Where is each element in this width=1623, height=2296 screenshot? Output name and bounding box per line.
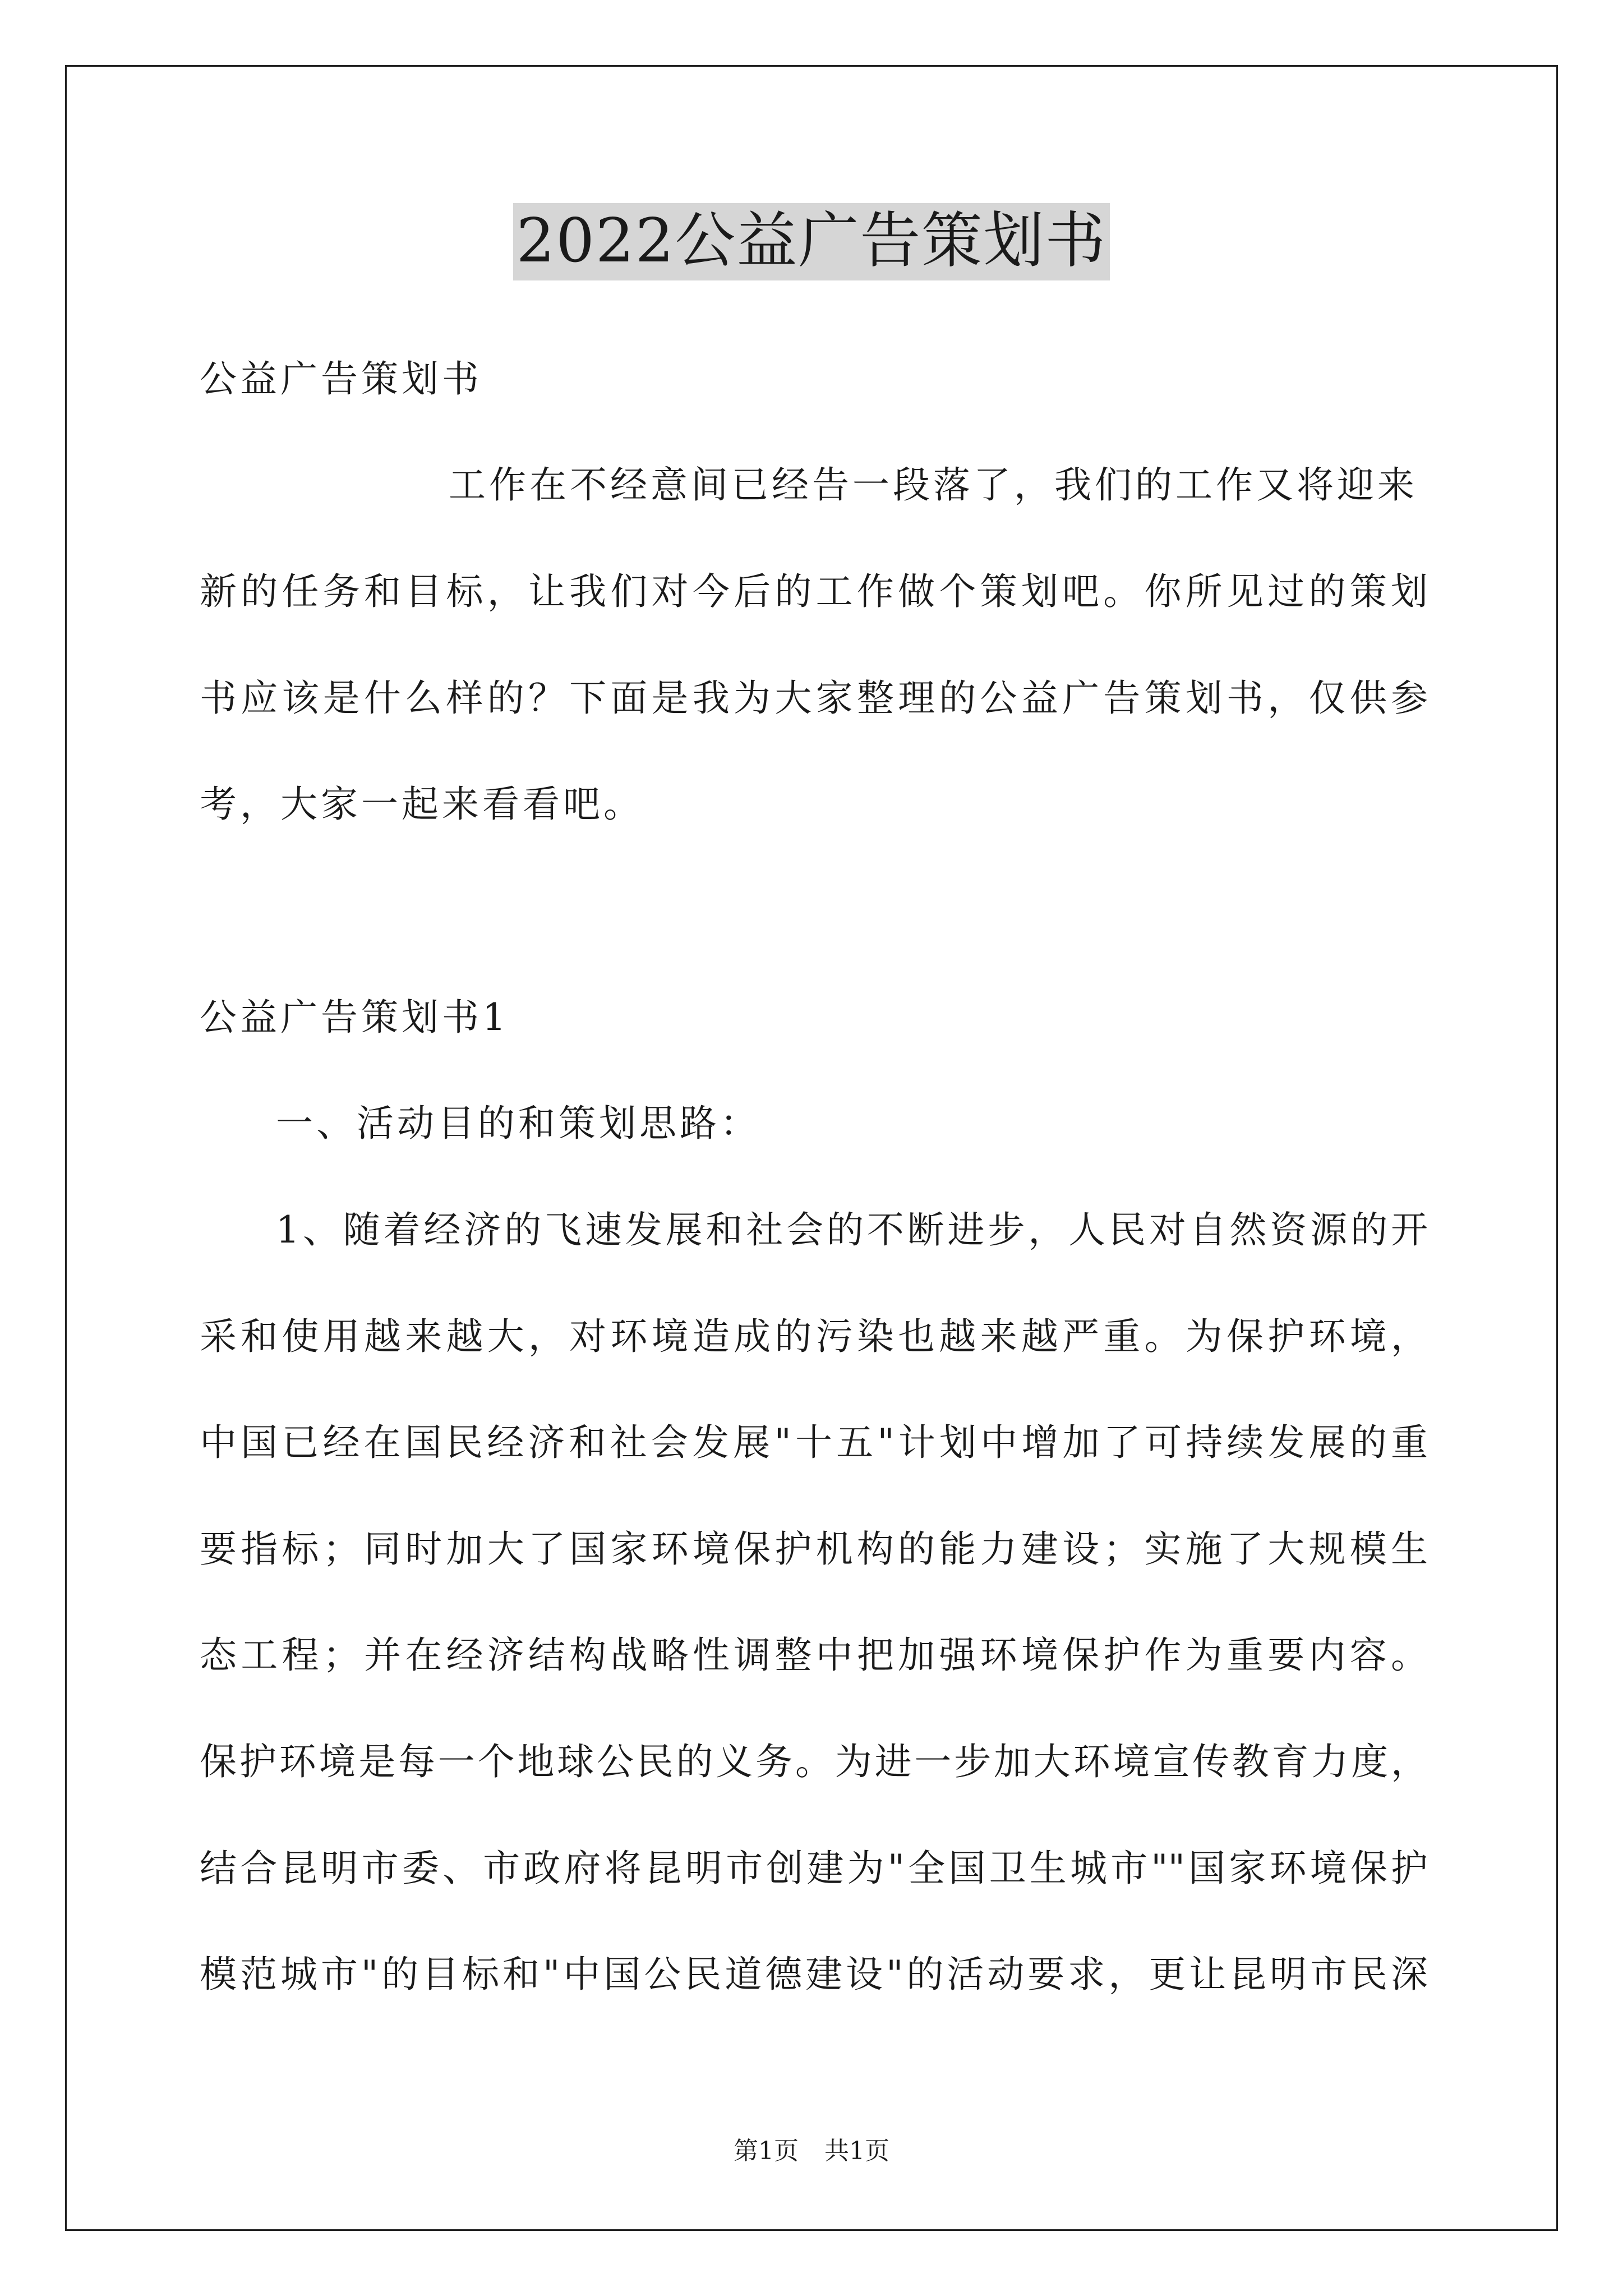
document-title [0, 203, 1623, 280]
page-footer [0, 2139, 1623, 2164]
page-number-current: 第1页 [734, 2137, 799, 2165]
subtitle: 公益广告策划书 [200, 357, 482, 401]
section-title: 公益广告策划书1 [200, 996, 509, 1039]
intro-line: 新的任务和目标，让我们对今后的工作做个策划吧。你所见过的策划 [200, 570, 1428, 613]
body-line: 态工程；并在经济结构战略性调整中把加强环境保护作为重要内容。 [200, 1634, 1428, 1677]
page-number-total: 共1页 [824, 2137, 889, 2165]
body-line: 采和使用越来越大，对环境造成的污染也越来越严重。为保护环境， [200, 1315, 1428, 1358]
heading: 一、活动目的和策划思路： [276, 1102, 760, 1145]
intro-line: 书应该是什么样的？下面是我为大家整理的公益广告策划书，仅供参 [200, 677, 1428, 720]
body-line: 中国已经在国民经济和社会发展"十五"计划中增加了可持续发展的重 [200, 1421, 1428, 1464]
body-line: 1、随着经济的飞速发展和社会的不断进步，人民对自然资源的开 [276, 1208, 1428, 1251]
document-title-text: 2022公益广告策划书 [513, 203, 1110, 280]
body-line: 保护环境是每一个地球公民的义务。为进一步加大环境宣传教育力度， [200, 1740, 1428, 1783]
body-line: 结合昆明市委、市政府将昆明市创建为"全国卫生城市""国家环境保护 [200, 1847, 1428, 1890]
intro-line: 考，大家一起来看看吧。 [200, 783, 644, 826]
intro-line: 工作在不经意间已经告一段落了，我们的工作又将迎来 [449, 463, 1418, 507]
body-line: 模范城市"的目标和"中国公民道德建设"的活动要求，更让昆明市民深 [200, 1953, 1428, 1996]
body-line: 要指标；同时加大了国家环境保护机构的能力建设；实施了大规模生 [200, 1527, 1428, 1571]
